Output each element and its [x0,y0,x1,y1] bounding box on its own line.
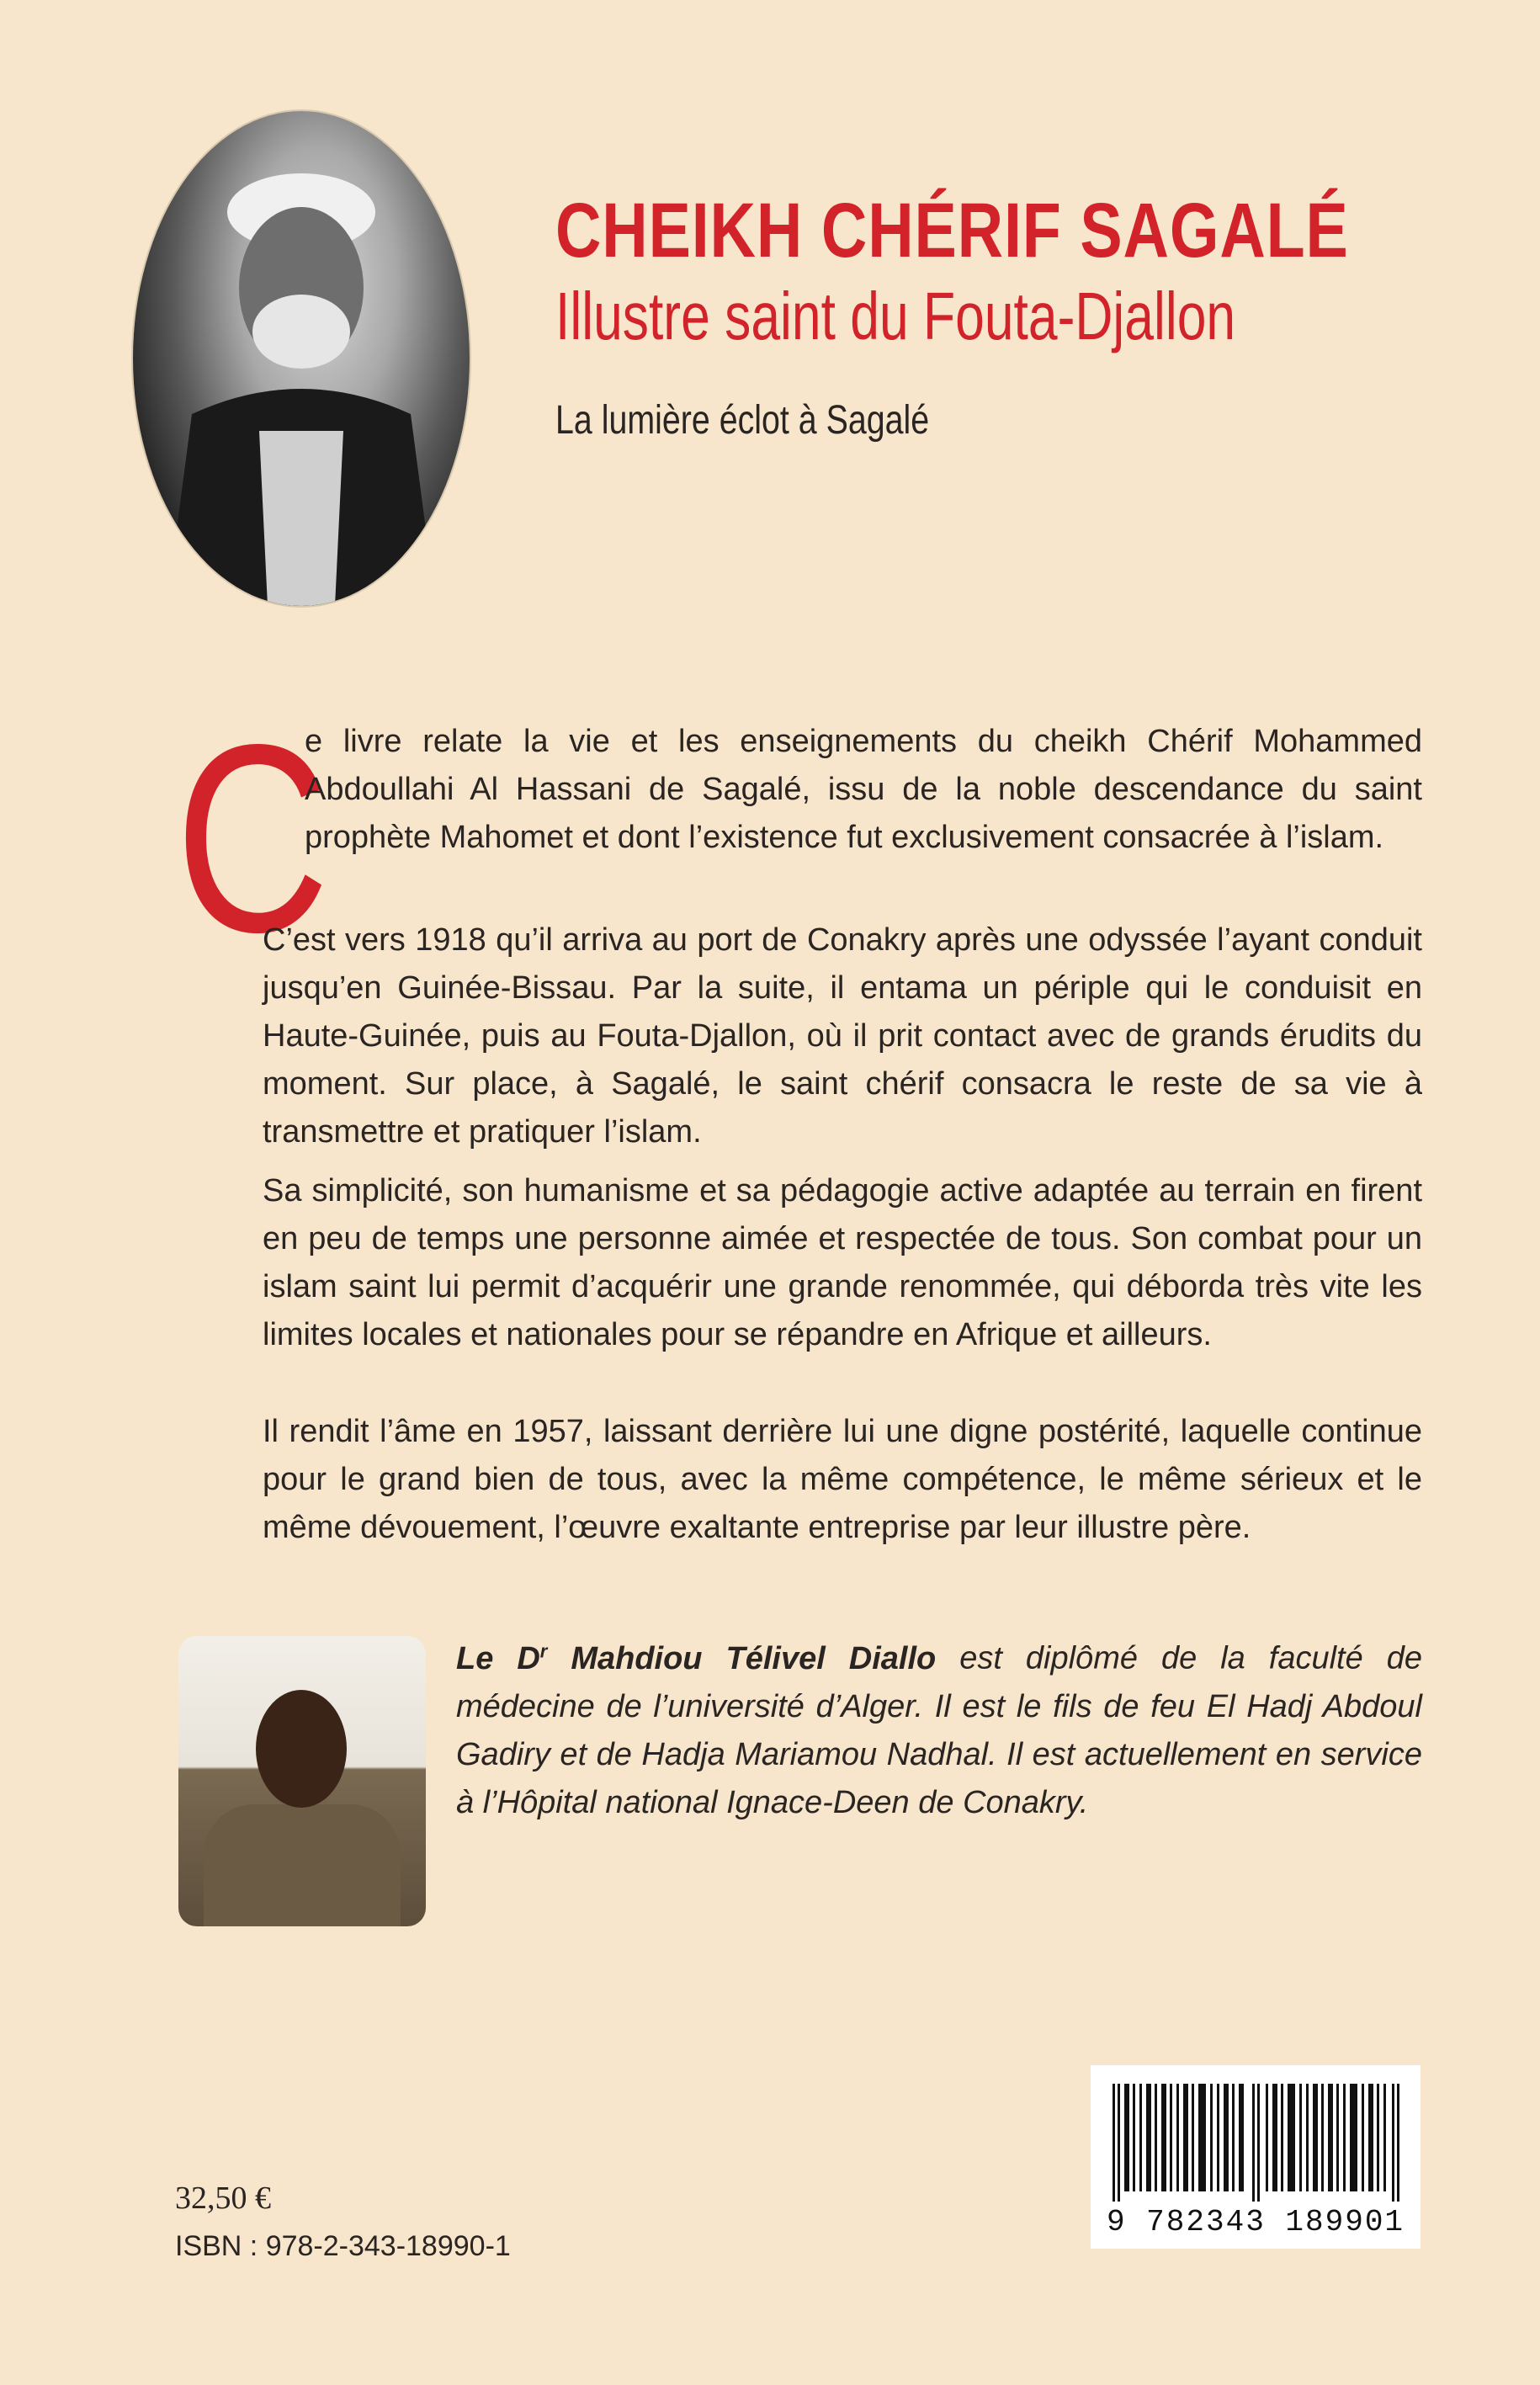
barcode [1091,2065,1421,2249]
drop-cap: C [175,689,330,988]
author-photo-shirt [204,1804,401,1926]
author-bio-text: est diplômé de la faculté de médecine de l’université d’Alger. Il est le fils de feu El Hadj Abdoul Gadiry et de Hadja Mariamou Nadhal. Il est actuellement en service à l’Hôpital national Ignace-Deen de Conakry. [456,1640,1422,1820]
isbn: ISBN : 978-2-343-18990-1 [175,2230,511,2262]
author-photo-head [256,1690,347,1808]
barcode-bars [1109,2084,1402,2202]
book-subtitle: Illustre saint du Fouta-Djallon [555,279,1236,353]
author-name [456,1641,936,1676]
author-prefix-sup: r [539,1640,548,1661]
author-name-text: Mahdiou Télivel Diallo [547,1640,937,1676]
book-tagline: La lumière éclot à Sagalé [555,398,930,443]
paragraph-3: Sa simplicité, son humanisme et sa pédagogie active adaptée au terrain en firent en peu de temps une personne aimée et respectée de tous. Son combat pour un islam saint lui permit d’acquérir une grande renommée, qui déborda très vite les limites locales et nationales pour se répandre en Afrique et ailleurs. [263,1173,1422,1352]
paragraph-1: e livre relate la vie et les enseignements du cheikh Chérif Mohammed Abdoullahi Al Hassani de Sagalé, issu de la noble descendance du saint prophète Mahomet et dont l’existence fut exclusivement consacrée à l’islam. [305,724,1422,855]
portrait-silhouette [133,111,470,606]
author-bio [456,1627,1422,1827]
book-title: CHEIKH CHÉRIF SAGALÉ [555,188,1349,274]
barcode-digits: 9 782343 189901 [1106,2205,1405,2239]
author-prefix: Le D [456,1640,540,1676]
paragraph-2: C’est vers 1918 qu’il arriva au port de Conakry après une odyssée l’ayant conduit jusqu’en Guinée-Bissau. Par la suite, il entama un périple qui le conduisit en Haute-Guinée, puis au Fouta-Djallon, où il prit contact avec de grands érudits du moment. Sur place, à Sagalé, le saint chérif consacra le reste de sa vie à transmettre et pratiquer l’islam. [263,922,1422,1150]
author-photo [178,1636,426,1926]
cheikh-portrait-photo [133,111,470,606]
price: 32,50 € [175,2180,271,2216]
paragraph-4: Il rendit l’âme en 1957, laissant derrière lui une digne postérité, laquelle continue pour le grand bien de tous, avec la même compétence, le même sérieux et le même dévouement, l’œuvre exaltante entreprise par leur illustre père. [263,1414,1422,1545]
